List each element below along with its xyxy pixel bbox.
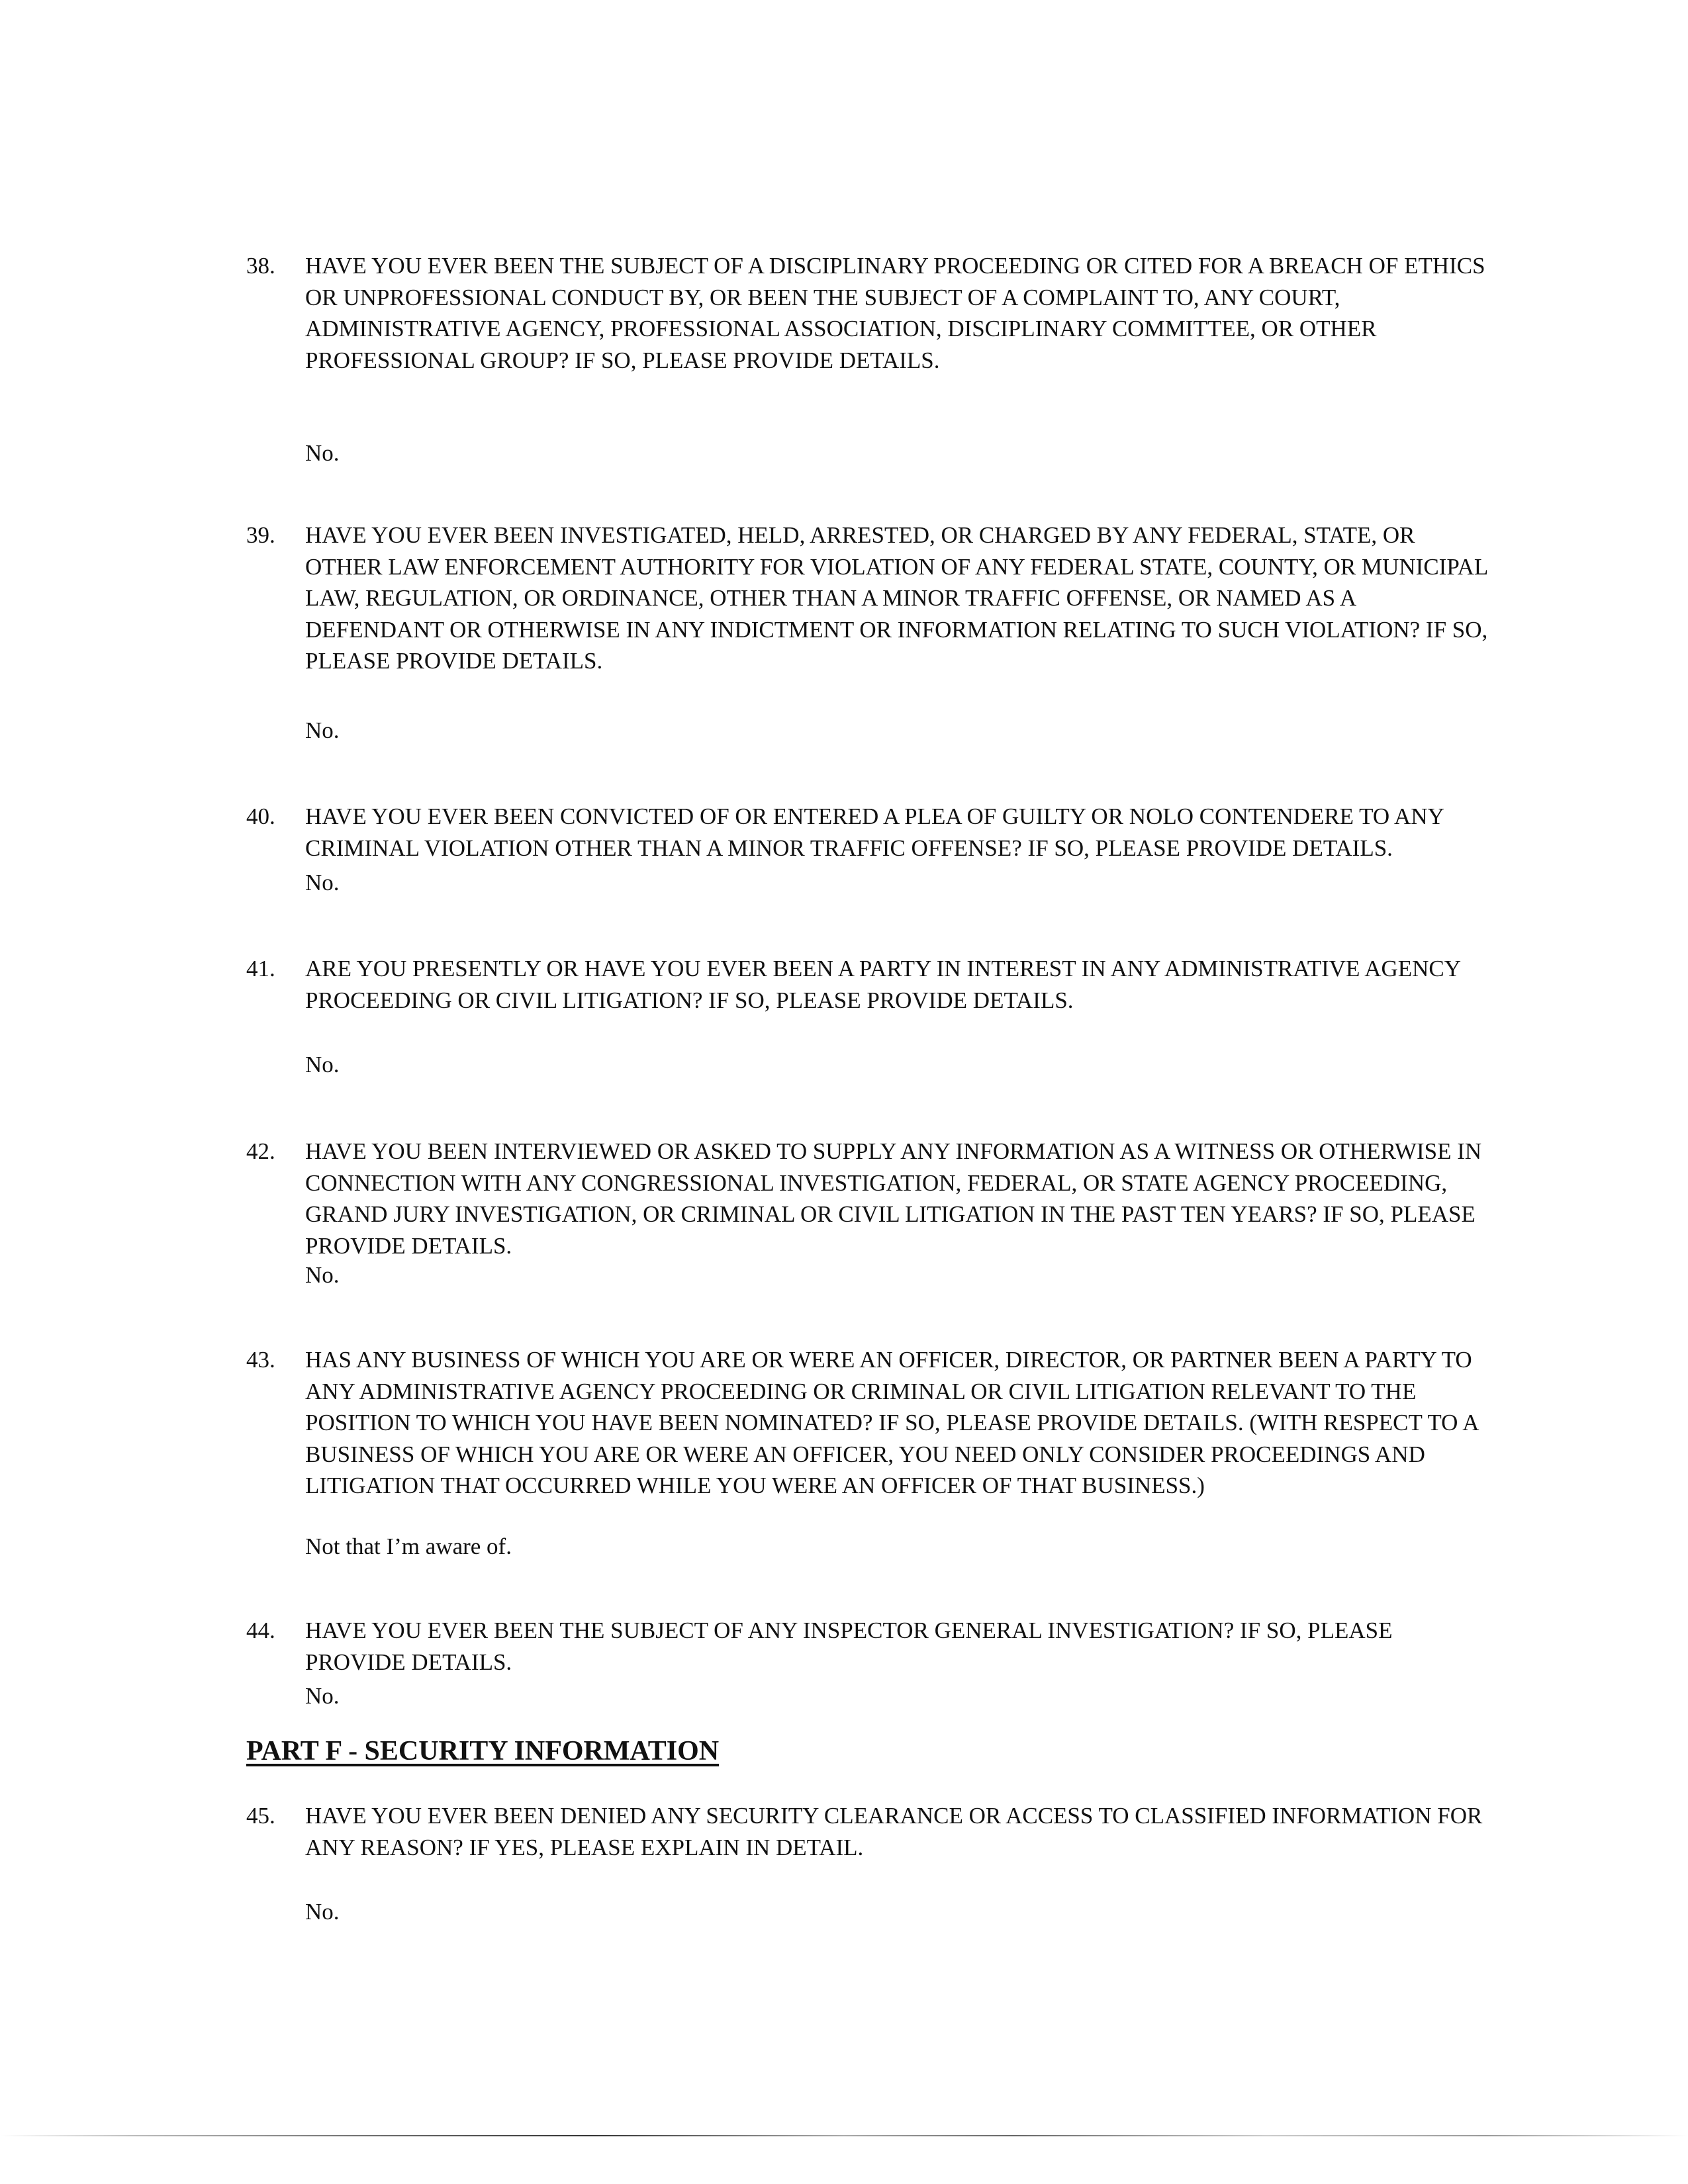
answer-42: No.: [305, 1262, 340, 1288]
question-number: 44.: [246, 1617, 275, 1643]
question-text: HAS ANY BUSINESS OF WHICH YOU ARE OR WERE AN OFFICER, DIRECTOR, OR PARTNER BEEN A PARTY TO ANY ADMINISTRATIVE AGENCY PROCEEDING OR CRIMINAL OR CIVIL LITIGATION RELEVANT TO THE POSITION TO WHICH YOU HAVE BEEN NOMINATED? IF SO, PLEASE PROVIDE DETAILS. (WITH RESPECT TO A BUSINESS OF WHICH YOU ARE OR WERE AN OFFICER, YOU NEED ONLY CONSIDER PROCEEDINGS AND LITIGATION THAT OCCURRED WHILE YOU WERE AN OFFICER OF THAT BUSINESS.): [305, 1347, 1478, 1498]
question-number: 41.: [246, 956, 275, 981]
answer-41: No.: [305, 1052, 340, 1077]
question-number: 40.: [246, 803, 275, 829]
question-40: [246, 801, 1497, 864]
answer-40: No.: [305, 870, 340, 895]
question-43: [246, 1344, 1497, 1502]
question-text: ARE YOU PRESENTLY OR HAVE YOU EVER BEEN A PARTY IN INTEREST IN ANY ADMINISTRATIVE AGENCY PROCEEDING OR CIVIL LITIGATION? IF SO, PLEASE PROVIDE DETAILS.: [305, 956, 1460, 1013]
question-number: 42.: [246, 1138, 275, 1164]
question-number: 39.: [246, 522, 275, 548]
section-heading: PART F - SECURITY INFORMATION: [246, 1736, 720, 1766]
question-text: HAVE YOU EVER BEEN CONVICTED OF OR ENTERED A PLEA OF GUILTY OR NOLO CONTENDERE TO ANY CRIMINAL VIOLATION OTHER THAN A MINOR TRAFFIC OFFENSE? IF SO, PLEASE PROVIDE DETAILS.: [305, 803, 1444, 861]
question-text: HAVE YOU EVER BEEN THE SUBJECT OF A DISCIPLINARY PROCEEDING OR CITED FOR A BREACH OF ETHICS OR UNPROFESSIONAL CONDUCT BY, OR BEEN THE SUBJECT OF A COMPLAINT TO, ANY COURT, ADMINISTRATIVE AGENCY, PROFESSIONAL ASSOCIATION, DISCIPLINARY COMMITTEE, OR OTHER PROFESSIONAL GROUP? IF SO, PLEASE PROVIDE DETAILS.: [305, 253, 1485, 373]
question-number: 45.: [246, 1803, 275, 1829]
answer-44: No.: [305, 1683, 340, 1709]
footer-scan-line: [0, 2135, 1688, 2136]
answer-38: No.: [305, 440, 340, 466]
question-44: [246, 1615, 1497, 1678]
question-number: 38.: [246, 253, 275, 279]
question-text: HAVE YOU BEEN INTERVIEWED OR ASKED TO SUPPLY ANY INFORMATION AS A WITNESS OR OTHERWISE IN CONNECTION WITH ANY CONGRESSIONAL INVESTIGATION, FEDERAL, OR STATE AGENCY PROCEEDING, GRAND JURY INVESTIGATION, OR CRIMINAL OR CIVIL LITIGATION IN THE PAST TEN YEARS? IF SO, PLEASE PROVIDE DETAILS.: [305, 1138, 1482, 1259]
question-45: [246, 1800, 1497, 1863]
question-text: HAVE YOU EVER BEEN INVESTIGATED, HELD, ARRESTED, OR CHARGED BY ANY FEDERAL, STATE, OR OTHER LAW ENFORCEMENT AUTHORITY FOR VIOLATION OF ANY FEDERAL STATE, COUNTY, OR MUNICIPAL LAW, REGULATION, OR ORDINANCE, OTHER THAN A MINOR TRAFFIC OFFENSE, OR NAMED AS A DEFENDANT OR OTHERWISE IN ANY INDICTMENT OR INFORMATION RELATING TO SUCH VIOLATION? IF SO, PLEASE PROVIDE DETAILS.: [305, 522, 1488, 674]
answer-39: No.: [305, 717, 340, 743]
question-number: 43.: [246, 1347, 275, 1373]
answer-43: Not that I’m aware of.: [305, 1533, 512, 1559]
question-text: HAVE YOU EVER BEEN DENIED ANY SECURITY CLEARANCE OR ACCESS TO CLASSIFIED INFORMATION FOR ANY REASON? IF YES, PLEASE EXPLAIN IN DETAIL.: [305, 1803, 1483, 1860]
question-41: [246, 953, 1497, 1016]
answer-45: No.: [305, 1899, 340, 1925]
question-text: HAVE YOU EVER BEEN THE SUBJECT OF ANY INSPECTOR GENERAL INVESTIGATION? IF SO, PLEASE PROVIDE DETAILS.: [305, 1617, 1393, 1675]
question-38: [246, 250, 1497, 376]
question-42: [246, 1136, 1497, 1261]
question-39: [246, 520, 1497, 677]
